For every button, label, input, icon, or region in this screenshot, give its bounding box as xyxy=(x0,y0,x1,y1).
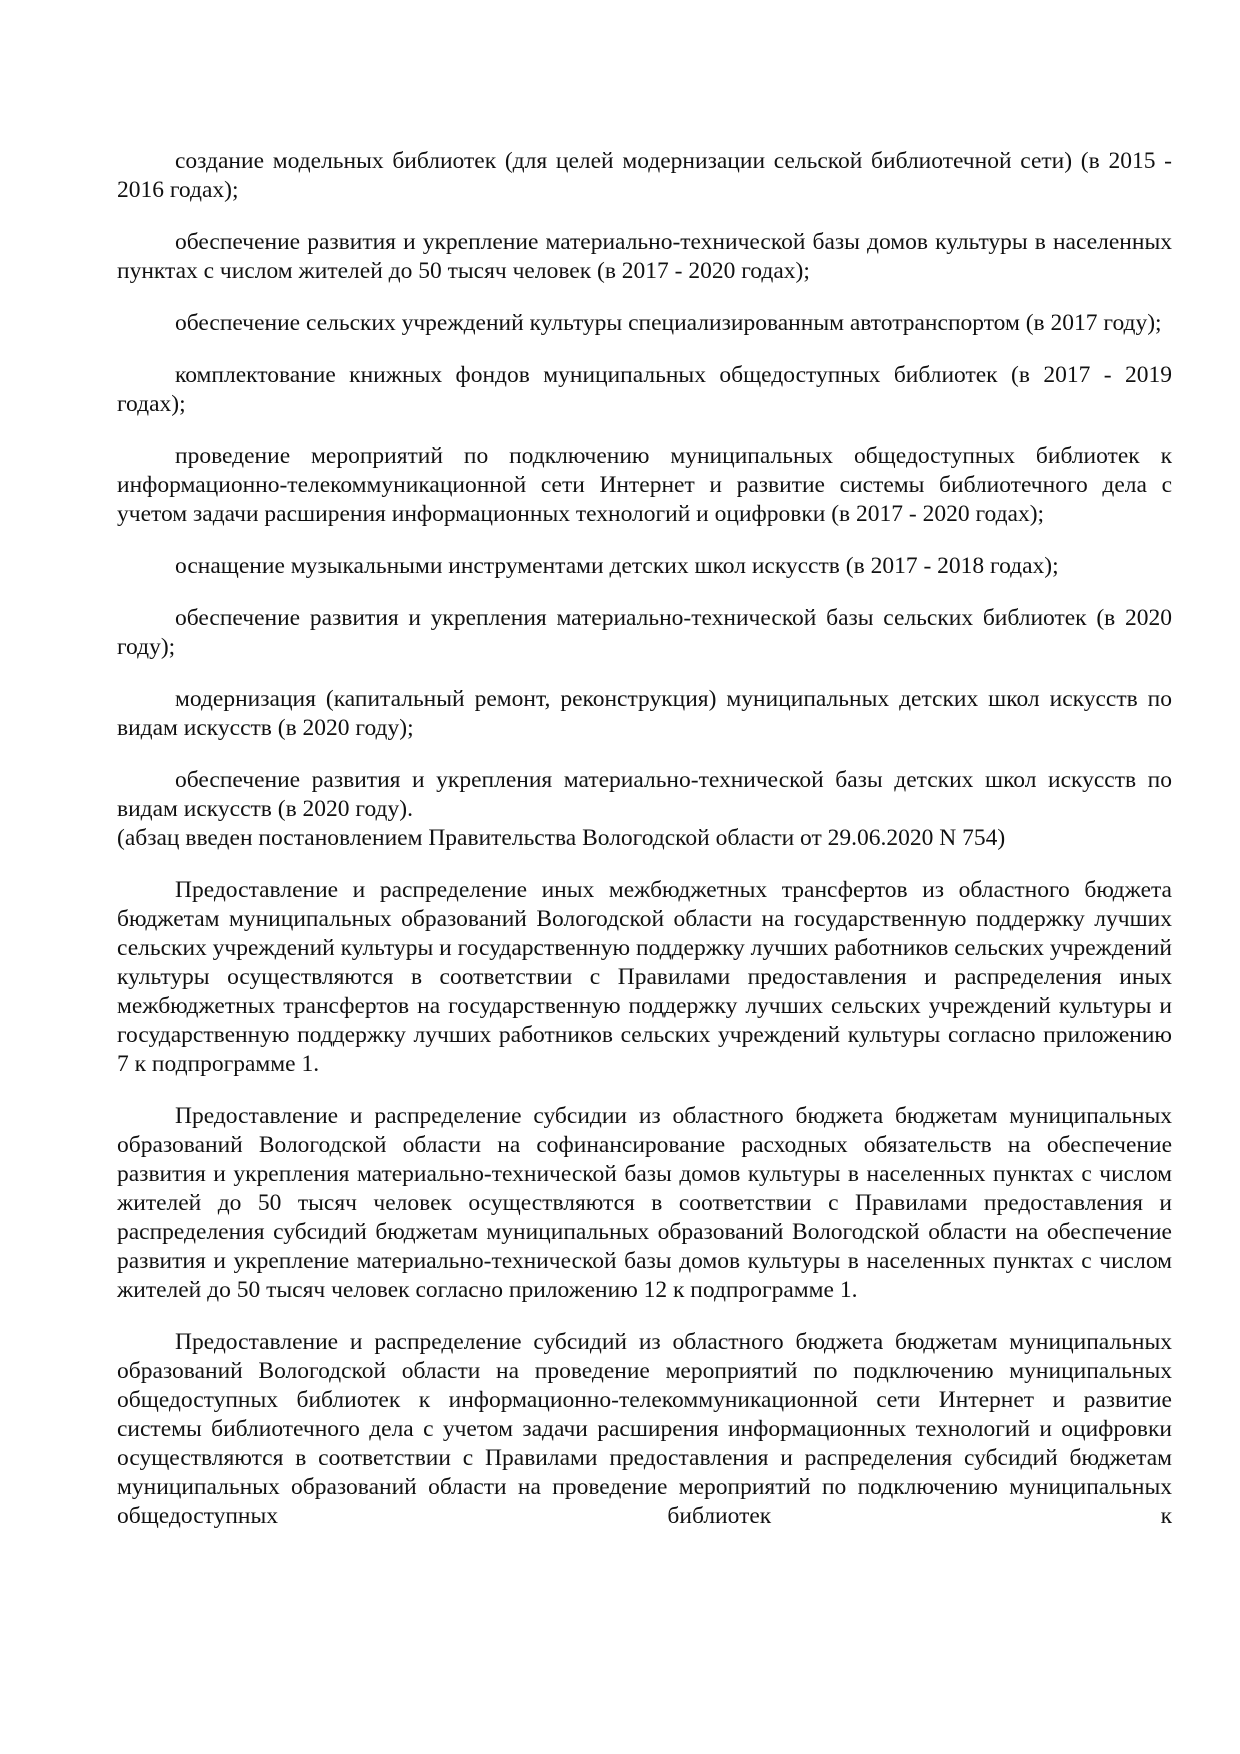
paragraph-houses-of-culture: обеспечение развития и укрепление материально-технической базы домов культуры в населенных пунктах с числом жителей до 50 тысяч человек (в 2017 - 2020 годах); xyxy=(117,229,1172,284)
paragraph-internet-connection: проведение мероприятий по подключению муниципальных общедоступных библиотек к информационно-телекоммуникационной сети Интернет и развитие системы библиотечного дела с учетом задачи расширения информационных технологий и оцифровки (в 2017 - 2020 годах); xyxy=(117,443,1172,527)
paragraph-subsidy-libraries: Предоставление и распределение субсидий из областного бюджета бюджетам муниципальных образований Вологодской области на проведение мероприятий по подключению муниципальных общедоступных библиотек к информационно-телекоммуникационной сети Интернет и развитие системы библиотечного дела с учетом задачи расширения информационных технологий и оцифровки осуществляются в соответствии с Правилами предоставления и распределения субсидий бюджетам муниципальных образований области на проведение мероприятий по подключению муниципальных общедоступных библиотек к xyxy=(117,1329,1172,1529)
paragraph-art-schools-modernization: модернизация (капитальный ремонт, реконструкция) муниципальных детских школ искусств по видам искусств (в 2020 году); xyxy=(117,686,1172,741)
paragraph-interbudget-transfers: Предоставление и распределение иных межбюджетных трансфертов из областного бюджета бюджетам муниципальных образований Вологодской области на государственную поддержку лучших сельских учреждений культуры и государственную поддержку лучших работников сельских учреждений культуры осуществляются в соответствии с Правилами предоставления и распределения иных межбюджетных трансфертов на государственную поддержку лучших сельских учреждений культуры и государственную поддержку лучших работников сельских учреждений культуры согласно приложению 7 к подпрограмме 1. xyxy=(117,877,1172,1077)
paragraph-art-schools-base: обеспечение развития и укрепления материально-технической базы детских школ искусств по видам искусств (в 2020 году). xyxy=(117,767,1172,822)
paragraph-model-libraries: создание модельных библиотек (для целей модернизации сельской библиотечной сети) (в 2015 - 2016 годах); xyxy=(117,148,1172,203)
document-body xyxy=(117,147,1172,1531)
paragraph-rural-libraries: обеспечение развития и укрепления материально-технической базы сельских библиотек (в 2020 году); xyxy=(117,605,1172,660)
paragraph-vehicles: обеспечение сельских учреждений культуры специализированным автотранспортом (в 2017 году); xyxy=(175,310,1162,336)
amendment-note: (абзац введен постановлением Правительства Вологодской области от 29.06.2020 N 754) xyxy=(117,825,1006,851)
paragraph-book-funds: комплектование книжных фондов муниципальных общедоступных библиотек (в 2017 - 2019 годах); xyxy=(117,362,1172,417)
paragraph-musical-instruments: оснащение музыкальными инструментами детских школ искусств (в 2017 - 2018 годах); xyxy=(175,553,1059,579)
paragraph-subsidy-houses-of-culture: Предоставление и распределение субсидии из областного бюджета бюджетам муниципальных образований Вологодской области на софинансирование расходных обязательств на обеспечение развития и укрепления материально-технической базы домов культуры в населенных пунктах с числом жителей до 50 тысяч человек осуществляются в соответствии с Правилами предоставления и распределения субсидий бюджетам муниципальных образований Вологодской области на обеспечение развития и укрепление материально-технической базы домов культуры в населенных пунктах с числом жителей до 50 тысяч человек согласно приложению 12 к подпрограмме 1. xyxy=(117,1103,1172,1303)
